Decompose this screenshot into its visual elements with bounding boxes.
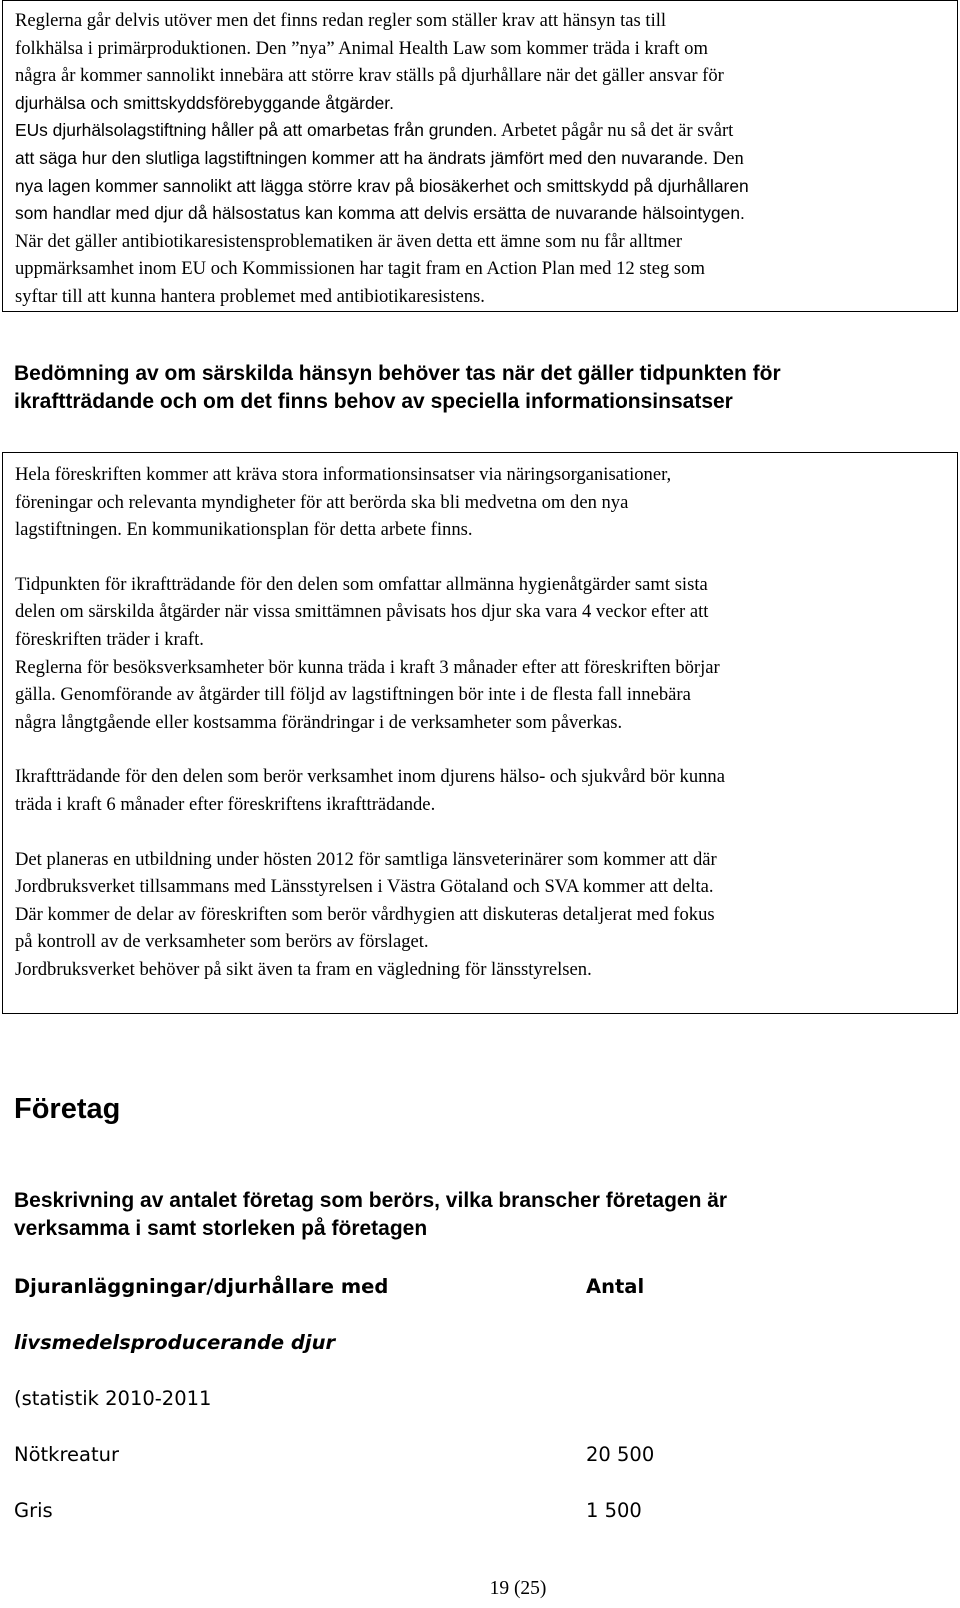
paragraph-line	[15, 62, 945, 90]
line-text: föreskriften träder i kraft.	[15, 628, 204, 650]
paragraph-line	[15, 255, 945, 283]
paragraph-line	[15, 35, 945, 63]
line-text: på kontroll av de verksamheter som berörs av förslaget.	[15, 931, 429, 953]
line-text: Jordbruksverket tillsammans med Länsstyrelsen i Västra Götaland och SVA kommer att delta.	[15, 876, 714, 898]
line-text: uppmärksamhet inom EU och Kommissionen har tagit fram en Action Plan med 12 steg som	[15, 258, 705, 280]
line-tail-text: Den	[708, 147, 744, 169]
table-row-label: Gris	[14, 1499, 53, 1522]
line-text: EUs djurhälsolagstiftning håller på att omarbetas från grunden.	[15, 120, 498, 141]
line-text: Ikraftträdande för den delen som berör verksamhet inom djurens hälso- och sjukvård bör kunna	[15, 766, 725, 788]
line-text: några år kommer sannolikt innebära att större krav ställs på djurhållare när det gäller ansvar för	[15, 65, 724, 87]
table-header-left: Djuranläggningar/djurhållare med	[14, 1275, 389, 1298]
line-text: några långtgående eller kostsamma förändringar i de verksamheter som påverkas.	[15, 711, 623, 733]
table-row-value: 1 500	[586, 1499, 642, 1522]
table-row-value: 20 500	[586, 1443, 655, 1466]
section-heading-line-1: Bedömning av om särskilda hänsyn behöver tas när det gäller tidpunkten för	[14, 362, 781, 385]
paragraph	[15, 846, 945, 956]
section-heading-line-2: ikraftträdande och om det finns behov av speciella informationsinsatser	[14, 390, 733, 413]
line-text: Reglerna går delvis utöver men det finns redan regler som ställer krav att hänsyn tas till	[15, 10, 667, 31]
paragraph-line	[15, 145, 945, 173]
company-subheading-line-1: Beskrivning av antalet företag som berörs, vilka branscher företagen är	[14, 1189, 728, 1212]
paragraph	[15, 956, 945, 984]
paragraph-line	[15, 117, 945, 145]
table-row-label: Nötkreatur	[14, 1443, 120, 1466]
company-subheading-line-2: verksamma i samt storleken på företagen	[14, 1217, 428, 1240]
line-text: Reglerna för besöksverksamheter bör kunna träda i kraft 3 månader efter att föreskriften börjar	[15, 656, 720, 678]
assessment-text-box	[2, 452, 958, 1014]
line-text: folkhälsa i primärproduktionen. Den ”nya” Animal Health Law som kommer träda i kraft om	[15, 37, 708, 59]
table-header-right: Antal	[586, 1275, 645, 1298]
line-text: lagstiftningen. En kommunikationsplan för detta arbete finns.	[15, 519, 473, 541]
line-text: delen om särskilda åtgärder när vissa smittämnen påvisats hos djur ska vara 4 veckor efter att	[15, 601, 709, 623]
line-text: som handlar med djur då hälsostatus kan komma att delvis ersätta de nuvarande hälsointygen.	[15, 203, 745, 224]
line-text: föreningar och relevanta myndigheter för att berörda ska bli medvetna om den nya	[15, 491, 629, 513]
paragraph-line	[15, 7, 945, 35]
section-heading	[14, 360, 781, 416]
line-text: Jordbruksverket behöver på sikt även ta fram en vägledning för länsstyrelsen.	[15, 958, 592, 980]
paragraph-line	[15, 200, 945, 228]
line-text: Hela föreskriften kommer att kräva stora informationsinsatser via näringsorganisationer,	[15, 464, 672, 485]
paragraph	[15, 654, 945, 737]
table-stat-note: (statistik 2010-2011	[14, 1387, 212, 1410]
line-text: syftar till att kunna hantera problemet med antibiotikaresistens.	[15, 285, 485, 307]
paragraph	[15, 571, 945, 654]
paragraph	[15, 763, 945, 818]
page-number	[38, 1578, 960, 1600]
line-text: Det planeras en utbildning under hösten 2012 för samtliga länsveterinärer som kommer att där	[15, 848, 717, 870]
paragraph-line	[15, 173, 945, 201]
line-text: nya lagen kommer sannolikt att lägga större krav på biosäkerhet och smittskydd på djurhållaren	[15, 175, 749, 196]
paragraph-line	[15, 90, 945, 118]
line-text: gälla. Genomförande av åtgärder till följd av lagstiftningen bör inte i de flesta fall innebära	[15, 684, 691, 706]
paragraph-line	[15, 283, 945, 311]
line-text: Där kommer de delar av föreskriften som berör vårdhygien att diskuteras detaljerat med fokus	[15, 903, 715, 925]
page-number-text: 19 (25)	[489, 1578, 547, 1599]
line-text: djurhälsa och smittskyddsförebyggande åtgärder.	[15, 92, 394, 113]
line-text: När det gäller antibiotikaresistensproblematiken är även detta ett ämne som nu får alltmer	[15, 230, 683, 252]
top-text-box	[2, 0, 958, 312]
company-subheading	[14, 1187, 727, 1243]
line-text: träda i kraft 6 månader efter föreskriftens ikraftträdande.	[15, 793, 436, 815]
line-tail-text: Arbetet pågår nu så det är svårt	[497, 120, 734, 142]
line-text: att säga hur den slutliga lagstiftningen kommer att ha ändrats jämfört med den nuvarande.	[15, 147, 709, 168]
paragraph-line	[15, 228, 945, 256]
line-text: Tidpunkten för ikraftträdande för den delen som omfattar allmänna hygienåtgärder samt sista	[15, 573, 708, 595]
paragraph	[15, 461, 945, 544]
table-header-italic: livsmedelsproducerande djur	[14, 1331, 336, 1354]
company-heading: Företag	[14, 1093, 121, 1125]
